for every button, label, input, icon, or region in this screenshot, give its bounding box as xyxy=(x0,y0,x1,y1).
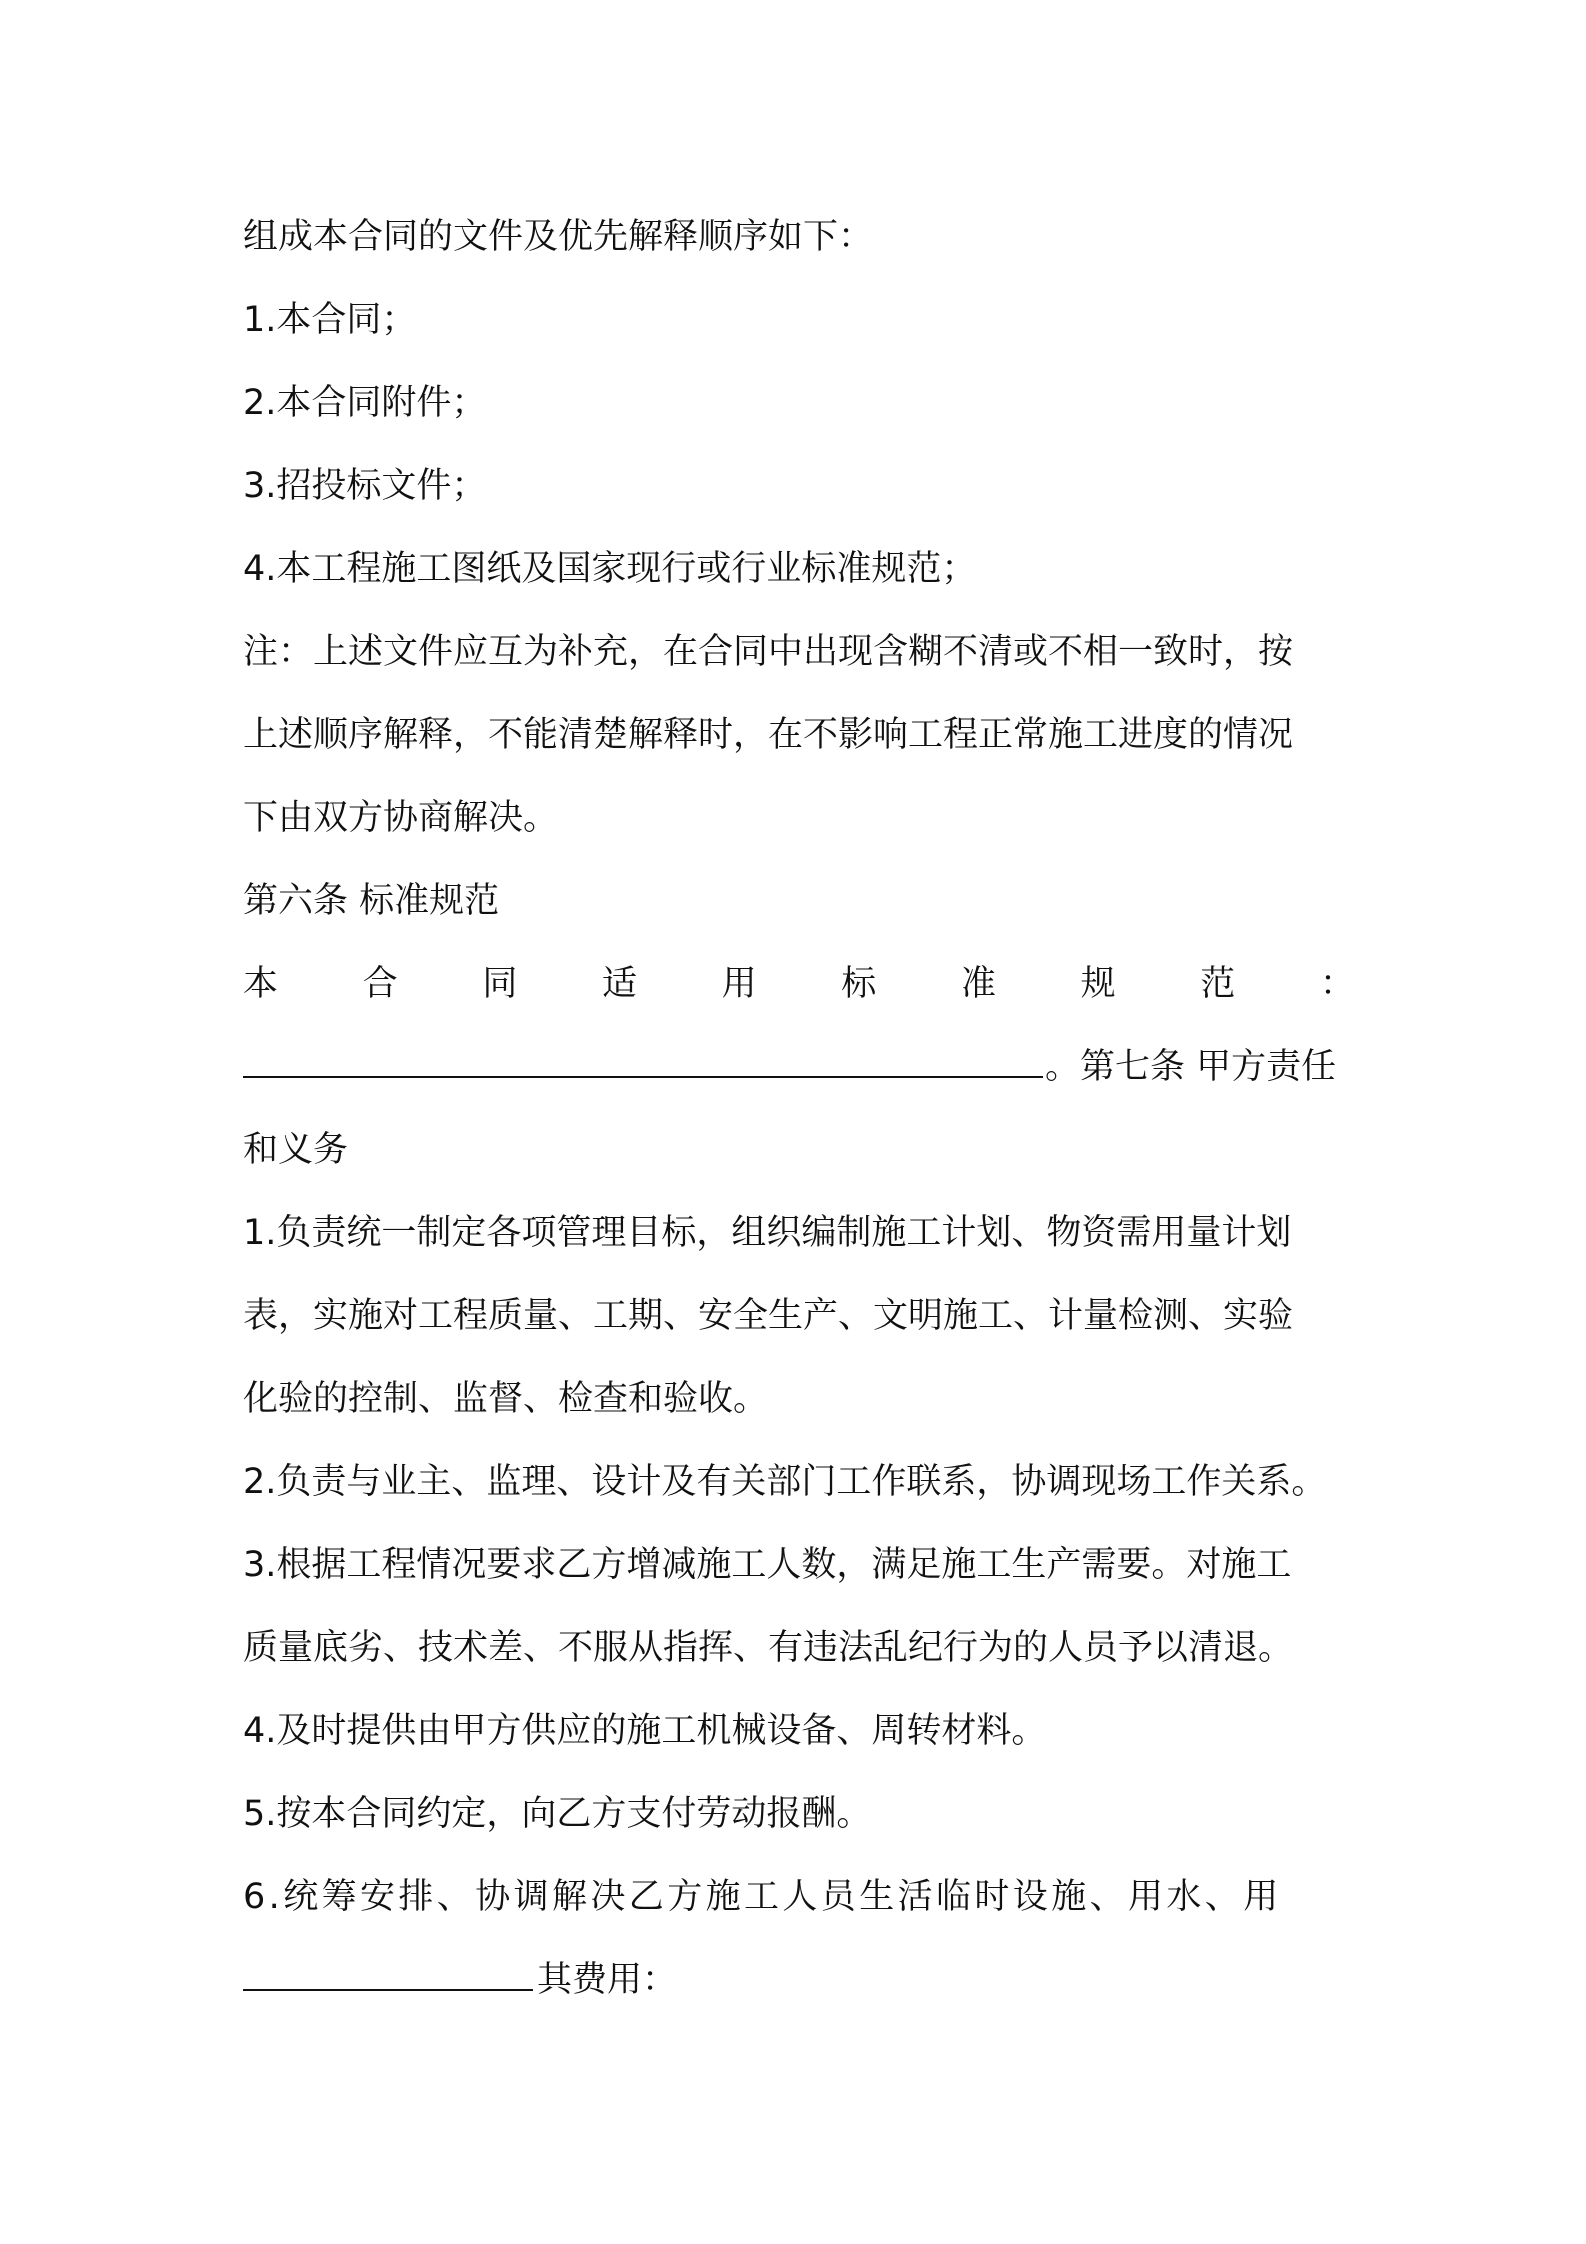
article-six-heading: 第六条 标准规范 xyxy=(243,881,500,921)
list-item: 3.招投标文件； xyxy=(243,466,487,506)
duty-line: 表，实施对工程质量、工期、安全生产、文明施工、计量检测、实验 xyxy=(243,1296,1294,1336)
spread-char: 本 xyxy=(243,964,279,1004)
note-line: 注：上述文件应互为补充，在合同中出现含糊不清或不相一致时，按 xyxy=(243,632,1294,672)
fill-in-blank xyxy=(243,1959,533,1991)
spread-char: 规 xyxy=(1080,964,1116,1004)
spread-char: ： xyxy=(1319,964,1355,1004)
note-line: 上述顺序解释，不能清楚解释时，在不影响工程正常施工进度的情况 xyxy=(243,715,1294,755)
duty-line-tail: 其费用： xyxy=(537,1960,678,2000)
duty-line: 化验的控制、监督、检查和验收。 xyxy=(243,1379,769,1419)
list-item: 1.本合同； xyxy=(243,300,417,340)
article-seven-heading-cont: 和义务 xyxy=(243,1130,349,1170)
spread-char: 同 xyxy=(482,964,518,1004)
note-line: 下由双方协商解决。 xyxy=(243,798,559,838)
spread-char: 合 xyxy=(362,964,398,1004)
duty-line: 1.负责统一制定各项管理目标，组织编制施工计划、物资需用量计划 xyxy=(243,1213,1292,1253)
intro-text: 组成本合同的文件及优先解释顺序如下： xyxy=(243,217,874,257)
article-six-spread-line xyxy=(243,943,1355,1026)
spread-char: 标 xyxy=(841,964,877,1004)
spread-char: 准 xyxy=(960,964,996,1004)
spread-char: 范 xyxy=(1200,964,1236,1004)
article-six-blank-line xyxy=(243,1026,1355,1109)
duty-line: 2.负责与业主、监理、设计及有关部门工作联系，协调现场工作关系。 xyxy=(243,1462,1327,1502)
spread-char: 适 xyxy=(601,964,637,1004)
duty-line: 3.根据工程情况要求乙方增减施工人数，满足施工生产需要。对施工 xyxy=(243,1545,1292,1585)
duty-line: 4.及时提供由甲方供应的施工机械设备、周转材料。 xyxy=(243,1711,1047,1751)
fill-in-blank xyxy=(243,1046,1043,1078)
list-item: 4.本工程施工图纸及国家现行或行业标准规范； xyxy=(243,549,977,589)
duty-blank-line xyxy=(243,1939,1355,2022)
spread-char: 用 xyxy=(721,964,757,1004)
duty-line: 质量底劣、技术差、不服从指挥、有违法乱纪行为的人员予以清退。 xyxy=(243,1628,1294,1668)
article-seven-heading: 。第七条 甲方责任 xyxy=(1045,1047,1337,1087)
duty-line: 6.统筹安排、协调解决乙方施工人员生活临时设施、用水、用 xyxy=(243,1877,1282,1917)
document-body xyxy=(243,196,1355,2022)
duty-line: 5.按本合同约定，向乙方支付劳动报酬。 xyxy=(243,1794,872,1834)
list-item: 2.本合同附件； xyxy=(243,383,487,423)
